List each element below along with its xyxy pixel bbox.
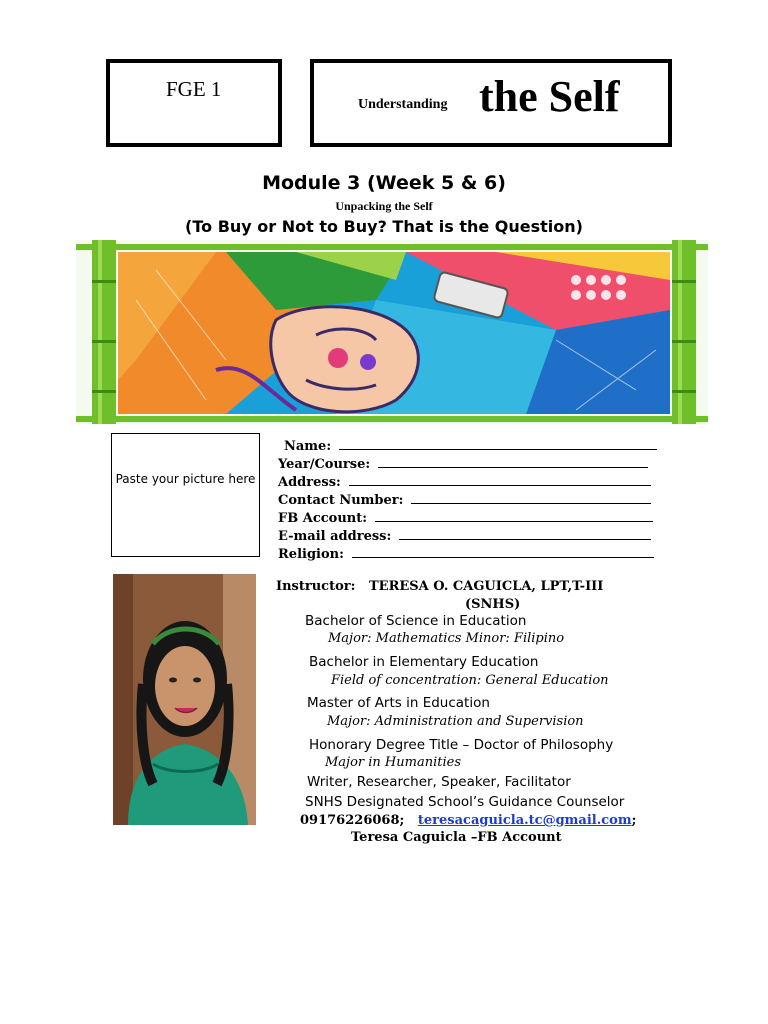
- email-address-field[interactable]: E-mail address:: [278, 528, 651, 544]
- course-code-box: [106, 59, 282, 147]
- degree-1-detail: Major: Mathematics Minor: Filipino: [328, 631, 565, 646]
- picture-placeholder-label: Paste your picture here: [115, 472, 256, 486]
- contact-line: 09176226068; teresacaguicla.tc@gmail.com;: [300, 813, 637, 828]
- address-field[interactable]: Address:: [278, 474, 651, 490]
- title-small: Understanding: [358, 97, 448, 112]
- fb-account-field[interactable]: FB Account:: [278, 510, 653, 526]
- banner-illustration: [76, 240, 708, 424]
- instructor-line: Instructor: TERESA O. CAGUICLA, LPT,T-III: [276, 579, 604, 594]
- module-title: Module 3 (Week 5 & 6): [262, 172, 506, 194]
- module-question: (To Buy or Not to Buy? That is the Question): [185, 217, 583, 236]
- module-subtitle: Unpacking the Self: [335, 199, 433, 213]
- instructor-fb: Teresa Caguicla –FB Account: [351, 830, 562, 845]
- title-big: the Self: [479, 72, 620, 121]
- instructor-email-link[interactable]: teresacaguicla.tc@gmail.com: [417, 813, 632, 828]
- degree-3-detail: Major: Administration and Supervision: [327, 714, 584, 729]
- course-title-box: [310, 59, 672, 147]
- instructor-phone: 09176226068;: [300, 813, 405, 828]
- degree-2-detail: Field of concentration: General Education: [331, 673, 609, 688]
- contact-number-field[interactable]: Contact Number:: [278, 492, 651, 508]
- instructor-roles: Writer, Researcher, Speaker, Facilitator: [307, 774, 571, 790]
- degree-3: Master of Arts in Education: [307, 695, 490, 711]
- degree-1: Bachelor of Science in Education: [305, 613, 527, 629]
- course-code: FGE 1: [166, 77, 222, 101]
- degree-4: Honorary Degree Title – Doctor of Philosophy: [309, 737, 614, 753]
- degree-2: Bachelor in Elementary Education: [309, 654, 539, 670]
- picture-placeholder[interactable]: [111, 433, 260, 557]
- year-course-field[interactable]: Year/Course:: [278, 456, 648, 472]
- instructor-name: TERESA O. CAGUICLA, LPT,T-III: [368, 579, 604, 594]
- instructor-designation: SNHS Designated School’s Guidance Counselor: [305, 794, 625, 810]
- religion-field[interactable]: Religion:: [278, 546, 654, 562]
- degree-4-detail: Major in Humanities: [325, 755, 461, 770]
- instructor-school: (SNHS): [465, 597, 521, 612]
- instructor-photo: [113, 574, 256, 825]
- name-field[interactable]: Name:: [284, 438, 657, 454]
